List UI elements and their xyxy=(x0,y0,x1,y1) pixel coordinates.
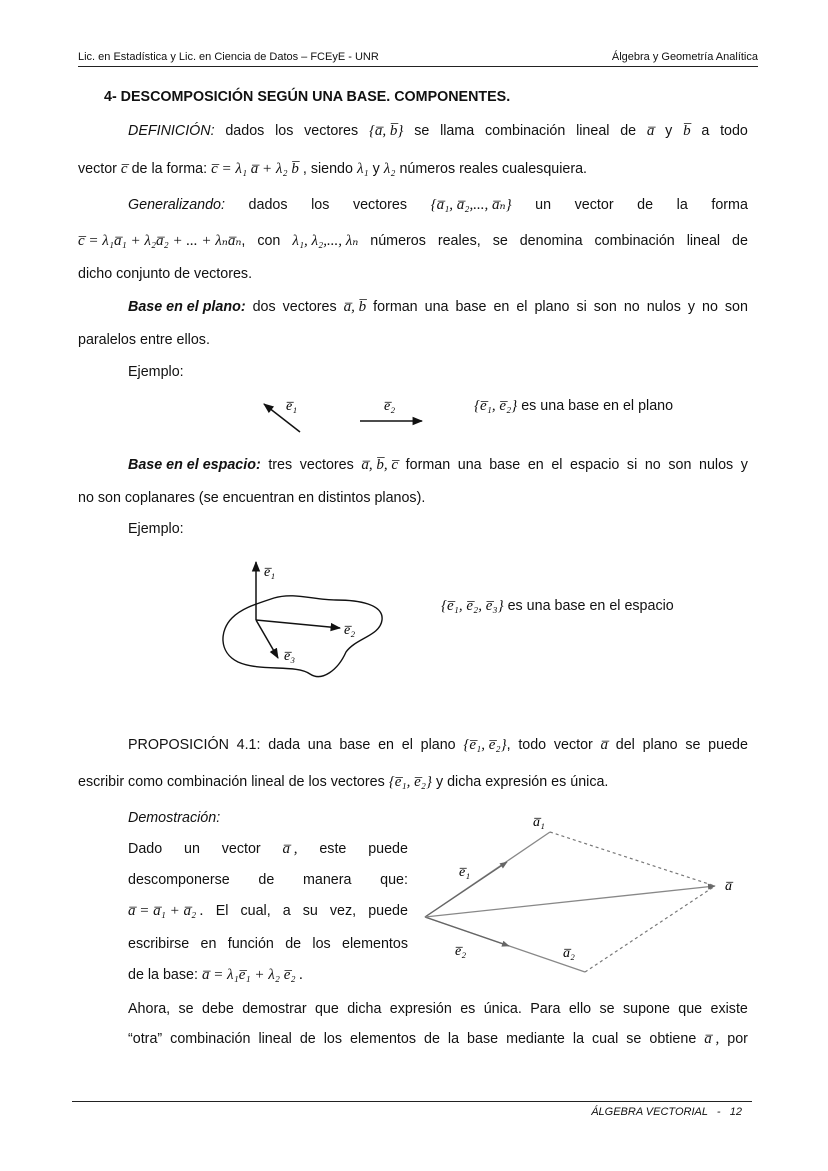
e1-label-3d: e̅₁ xyxy=(264,565,276,580)
base-plane-word: nulos xyxy=(646,299,681,315)
header-left: Lic. en Estadística y Lic. en Ciencia de Datos – FCEyE - UNR xyxy=(78,51,379,63)
proof-label: Demostración: xyxy=(128,810,221,826)
generalizing-word: números xyxy=(370,233,426,249)
proof-word: cual, xyxy=(240,903,271,919)
proof-word: combinación xyxy=(170,1031,251,1047)
base-plane-word: plano xyxy=(534,299,570,315)
proof-word: de xyxy=(258,872,275,888)
example-label-2: Ejemplo: xyxy=(128,521,184,537)
e1-label: e̅₁ xyxy=(286,399,298,414)
proof-word: base xyxy=(467,1031,499,1047)
e2-arrow-3d xyxy=(256,620,340,628)
base-plane-word: vectores xyxy=(282,299,337,315)
definition-label: DEFINICIÓN: xyxy=(128,123,215,139)
definition-text: de la forma: xyxy=(131,161,208,177)
generalizing-word: vector xyxy=(574,197,614,213)
base-space-label: Base en el espacio: xyxy=(128,457,261,473)
generalizing-word: de xyxy=(637,197,654,213)
proof-vector-a-2: a̅ , xyxy=(704,1031,720,1047)
dashed-side-top xyxy=(550,832,715,886)
generalizing-line-3: dicho conjunto de vectores. xyxy=(78,266,253,282)
proof-word: los xyxy=(323,1031,343,1047)
definition-word: lineal xyxy=(576,123,610,139)
a2-label: a̅₂ xyxy=(563,946,575,961)
definition-vector-a: a̅ xyxy=(646,123,655,139)
proof-word: este xyxy=(319,841,347,857)
proof-word: elementos xyxy=(350,1031,416,1047)
proposition-word: vector xyxy=(553,737,593,753)
plane-basis-text: es una base en el plano xyxy=(521,398,674,414)
definition-word: todo xyxy=(720,123,748,139)
proof-word: dicha xyxy=(347,1001,382,1017)
decomposition-figure xyxy=(415,810,755,980)
proof-word: elementos xyxy=(342,936,408,952)
base-plane-label: Base en el plano: xyxy=(128,299,246,315)
generalizing-word: , xyxy=(241,233,246,249)
generalizing-line-2 xyxy=(78,232,748,250)
proof-word: un xyxy=(184,841,200,857)
e2-label: e̅₂ xyxy=(384,399,396,414)
proof-word: puede xyxy=(368,841,408,857)
proof-word: Para xyxy=(530,1001,561,1017)
proof-word: manera xyxy=(302,872,352,888)
base-plane-word: el xyxy=(516,299,528,315)
proof-word: cual xyxy=(592,1031,619,1047)
proof-line-4 xyxy=(128,935,408,953)
proof-word: se xyxy=(178,1001,194,1017)
base-space-word: base xyxy=(489,457,521,473)
proposition-vector-a: a̅ xyxy=(600,737,609,753)
footer-rule xyxy=(72,1101,752,1102)
proposition-word: plano xyxy=(642,737,678,753)
proof-word: descomponerse xyxy=(128,872,230,888)
e2-label-3d: e̅₂ xyxy=(344,623,356,638)
base-space-line-1 xyxy=(128,456,748,474)
space-basis-set: {e̅₁, e̅₂, e̅₃} xyxy=(441,598,504,614)
generalizing-lambdas: λ₁, λ₂,..., λₙ xyxy=(292,233,359,249)
proposition-word: dada xyxy=(268,737,301,753)
base-plane-line-2: paralelos entre ellos. xyxy=(78,332,210,348)
base-space-word: y xyxy=(740,457,748,473)
proof-word: la xyxy=(447,1031,460,1047)
definition-lambda-1: λ₁ xyxy=(356,161,369,177)
generalizing-word: lineal xyxy=(686,233,721,249)
proof-word: se xyxy=(599,1001,615,1017)
e3-label-3d: e̅₃ xyxy=(284,649,296,664)
header-rule xyxy=(78,66,758,67)
proof-word: escribirse xyxy=(128,936,190,952)
generalizing-word: se xyxy=(492,233,508,249)
proposition-word: 4.1: xyxy=(236,737,261,753)
proof-word: única. xyxy=(483,1001,522,1017)
proof-word: ello xyxy=(568,1001,592,1017)
generalizing-word: de xyxy=(732,233,748,249)
footer-text: ÁLGEBRA VECTORIAL - 12 xyxy=(591,1106,742,1118)
proposition-line-1 xyxy=(128,736,748,754)
proposition-word: del xyxy=(615,737,635,753)
base-space-word: forman xyxy=(405,457,451,473)
proposition-set: {e̅₁, e̅₂} xyxy=(463,737,507,753)
generalizing-word: la xyxy=(676,197,688,213)
proof-word: “otra” xyxy=(128,1031,163,1047)
space-basis-text: es una base en el espacio xyxy=(507,598,674,614)
plane-basis-caption xyxy=(474,398,673,415)
proposition-word: base xyxy=(339,737,371,753)
e2-vector xyxy=(425,917,509,946)
proposition-word: en xyxy=(378,737,395,753)
base-plane-vectors: a̅, b̅ xyxy=(343,299,367,315)
example-label: Ejemplo: xyxy=(128,364,184,380)
definition-vector-c: c̅ xyxy=(120,161,128,177)
proof-vector-a: a̅ , xyxy=(282,841,298,857)
base-plane-word: dos xyxy=(252,299,276,315)
definition-line-2 xyxy=(78,160,587,178)
definition-word: de xyxy=(620,123,637,139)
dashed-side-bottom xyxy=(585,886,715,972)
section-title: 4- DESCOMPOSICIÓN SEGÚN UNA BASE. COMPONENTES. xyxy=(104,89,511,105)
base-plane-word: no xyxy=(702,299,718,315)
plane-region xyxy=(223,596,382,677)
proof-line-2 xyxy=(128,871,408,889)
proof-word: Dado xyxy=(128,841,163,857)
generalizing-set: {a̅₁, a̅₂,..., a̅ₙ} xyxy=(430,197,512,213)
proof-word: que: xyxy=(380,872,408,888)
definition-lambda-2: λ₂ xyxy=(383,161,396,177)
base-plane-line-1 xyxy=(128,298,748,316)
definition-line-1 xyxy=(128,122,748,140)
proof-word: expresión xyxy=(389,1001,452,1017)
proof-word: El xyxy=(215,903,229,919)
proof-word: de xyxy=(299,1031,316,1047)
base-plane-word: base xyxy=(455,299,487,315)
proposition-word: plano xyxy=(420,737,456,753)
proof-word: de xyxy=(285,936,302,952)
proof-word: vez, xyxy=(329,903,357,919)
e2-proof-label: e̅₂ xyxy=(455,944,467,959)
base-space-word: son xyxy=(668,457,692,473)
proof-word: a xyxy=(282,903,291,919)
proposition-word: se xyxy=(685,737,701,753)
generalizing-label: Generalizando: xyxy=(128,197,225,213)
space-basis-figure xyxy=(210,556,400,686)
base-space-line-2: no son coplanares (se encuentran en distintos planos). xyxy=(78,490,426,506)
base-space-word: vectores xyxy=(299,457,354,473)
base-plane-word: son xyxy=(724,299,748,315)
definition-word: combinación xyxy=(485,123,566,139)
proof-word: se xyxy=(626,1031,642,1047)
proposition-line-2 xyxy=(78,773,608,791)
definition-word: dados xyxy=(225,123,265,139)
proposition-word: , xyxy=(506,737,511,753)
proposition-text: y dicha expresión es única. xyxy=(435,774,609,790)
definition-word: llama xyxy=(440,123,475,139)
proposition-word: una xyxy=(307,737,332,753)
proof-word: Ahora, xyxy=(128,1001,171,1017)
proposition-word: el xyxy=(401,737,413,753)
generalizing-word: un xyxy=(535,197,552,213)
a-label: a̅ xyxy=(725,879,732,894)
proof-word: que xyxy=(314,1001,339,1017)
proposition-word: puede xyxy=(708,737,748,753)
generalizing-word: vectores xyxy=(352,197,407,213)
proof-line-5 xyxy=(128,966,303,984)
definition-text: números reales cualesquiera. xyxy=(399,161,588,177)
proof-word: en xyxy=(200,936,217,952)
generalizing-word: forma xyxy=(711,197,748,213)
base-plane-word: no xyxy=(623,299,640,315)
generalizing-word: combinación xyxy=(594,233,675,249)
definition-word: los xyxy=(275,123,294,139)
base-space-word: una xyxy=(457,457,482,473)
proposition-word: todo xyxy=(518,737,547,753)
base-plane-word: forman xyxy=(373,299,418,315)
base-space-word: tres xyxy=(268,457,293,473)
generalizing-word: reales, xyxy=(437,233,481,249)
proof-word: mediante xyxy=(506,1031,565,1047)
base-plane-word: en xyxy=(493,299,510,315)
proof-word: obtiene xyxy=(649,1031,697,1047)
proof-word: es xyxy=(460,1001,476,1017)
definition-text: y xyxy=(372,161,380,177)
space-basis-caption xyxy=(441,598,674,615)
proof-line-1 xyxy=(128,840,408,858)
proof-word: demostrar xyxy=(242,1001,307,1017)
base-plane-word: una xyxy=(424,299,449,315)
definition-vector-b: b̅ xyxy=(683,123,691,139)
definition-formula: c̅ = λ₁ a̅ + λ₂ b̅ xyxy=(211,161,299,177)
proof-word: que xyxy=(678,1001,703,1017)
proof-text: de la base: xyxy=(128,967,198,983)
proof-line-6 xyxy=(128,1000,748,1018)
proof-formula-2: a̅ = λ₁e̅₁ + λ₂ e̅₂ . xyxy=(201,967,304,983)
base-plane-word: y xyxy=(687,299,696,315)
generalizing-line-1 xyxy=(128,196,748,214)
base-plane-word: son xyxy=(593,299,617,315)
proof-word: de xyxy=(424,1031,440,1047)
proof-line-3 xyxy=(128,902,408,920)
proof-word: los xyxy=(312,936,331,952)
a-vector xyxy=(425,886,715,917)
base-plane-word: si xyxy=(576,299,587,315)
base-space-word: nulos xyxy=(699,457,734,473)
base-space-word: espacio xyxy=(570,457,620,473)
plane-basis-figure xyxy=(250,392,440,438)
generalizing-word: con xyxy=(257,233,281,249)
definition-text: , siendo xyxy=(302,161,353,177)
a1-label: a̅₁ xyxy=(533,815,545,830)
definition-word: se xyxy=(414,123,430,139)
proof-word: debe xyxy=(202,1001,234,1017)
generalizing-formula: c̅ = λ₁a̅₁ + λ₂a̅₂ + ... + λₙa̅ₙ xyxy=(78,233,242,249)
proof-word: la xyxy=(572,1031,585,1047)
proof-word: existe xyxy=(710,1001,748,1017)
proof-word: función xyxy=(227,936,274,952)
plane-basis-set: {e̅₁, e̅₂} xyxy=(474,398,518,414)
generalizing-word: dados xyxy=(248,197,288,213)
proof-word: supone xyxy=(622,1001,670,1017)
base-space-word: en xyxy=(527,457,544,473)
proof-formula: a̅ = a̅₁ + a̅₂ . xyxy=(128,903,204,919)
proof-word: su xyxy=(302,903,318,919)
proof-word: puede xyxy=(368,903,408,919)
generalizing-word: denomina xyxy=(519,233,583,249)
proposition-set-2: {e̅₁, e̅₂} xyxy=(388,774,432,790)
definition-text: vector xyxy=(78,161,117,177)
definition-word: a xyxy=(701,123,710,139)
e3-arrow-3d xyxy=(256,620,278,658)
base-space-word: no xyxy=(644,457,661,473)
proposition-word: PROPOSICIÓN xyxy=(128,737,229,753)
generalizing-word: los xyxy=(311,197,330,213)
e1-proof-label: e̅₁ xyxy=(459,865,471,880)
proof-word: por xyxy=(727,1031,748,1047)
base-space-vectors: a̅, b̅, c̅ xyxy=(361,457,399,473)
proof-word: lineal xyxy=(258,1031,292,1047)
definition-word: y xyxy=(665,123,673,139)
proposition-text: escribir como combinación lineal de los vectores xyxy=(78,774,385,790)
header-right: Álgebra y Geometría Analítica xyxy=(611,51,758,63)
base-space-word: el xyxy=(551,457,563,473)
definition-word: vectores xyxy=(304,123,359,139)
base-space-word: si xyxy=(626,457,638,473)
proof-line-7 xyxy=(128,1030,748,1048)
definition-set-ab: {a̅, b̅} xyxy=(368,123,404,139)
proof-word: vector xyxy=(221,841,261,857)
